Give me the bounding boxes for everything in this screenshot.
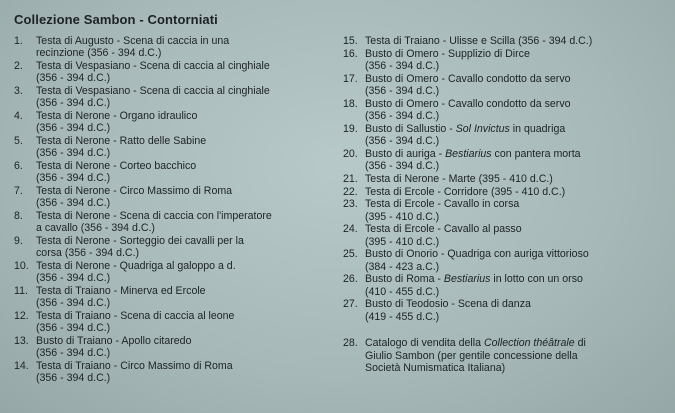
list-item [343, 148, 663, 172]
item-text: Testa di Traiano - Scena di caccia al leone [36, 310, 235, 322]
item-number: 25. [343, 248, 358, 261]
item-number: 17. [343, 72, 358, 85]
item-number: 26. [343, 273, 358, 286]
list-item [343, 186, 663, 198]
item-text: Testa di Nerone - Scena di caccia con l'imperatore [36, 210, 272, 222]
item-text: Testa di Ercole - Corridore (395 - 410 d.C.) [365, 185, 566, 198]
list-item [343, 223, 663, 247]
item-number: 19. [343, 122, 358, 135]
panel-title: Collezione Sambon - Contorniati [14, 12, 218, 27]
list-item [14, 335, 332, 359]
item-text: Testa di Nerone - Ratto delle Sabine [36, 135, 207, 147]
list-item [343, 248, 663, 272]
item-date: (356 - 394 d.C.) [36, 147, 111, 160]
item-text-pre: Busto di auriga - [365, 147, 446, 160]
item-number: 10. [14, 260, 29, 272]
item-text-post: in lotto con un orso [490, 273, 583, 286]
item-date: (356 - 394 d.C.) [365, 110, 440, 122]
item-date: corsa (356 - 394 d.C.) [36, 247, 140, 260]
item-text: Testa di Ercole - Cavallo al passo [365, 223, 522, 236]
item-date: (356 - 394 d.C.) [36, 197, 111, 210]
item-date: (384 - 423 a.C.) [365, 260, 440, 273]
item-text-post: di [574, 337, 586, 350]
right-column [343, 35, 663, 375]
list-item [343, 48, 663, 72]
list-item [14, 360, 332, 384]
item-date: (410 - 455 d.C.) [365, 285, 440, 298]
item-text-italic: Bestiarius [445, 147, 492, 160]
item-number: 22. [343, 185, 358, 198]
item-text-italic: Collection théâtrale [483, 337, 575, 350]
list-item [14, 260, 332, 284]
list-item [343, 98, 663, 122]
item-text: Testa di Traiano - Ulisse e Scilla (356 - 394 d.C.) [365, 35, 593, 47]
item-text: Testa di Traiano - Minerva ed Ercole [36, 285, 206, 297]
item-date: (356 - 394 d.C.) [36, 272, 111, 285]
item-text [365, 123, 663, 135]
item-text: Testa di Nerone - Corteo bacchico [36, 160, 197, 172]
item-text-pre: Busto di Sallustio - [365, 122, 456, 135]
item-number: 23. [343, 198, 358, 211]
item-date: (356 - 394 d.C.) [36, 122, 111, 135]
item-date: (356 - 394 d.C.) [36, 97, 111, 110]
item-text [365, 148, 663, 160]
list-item [14, 135, 332, 159]
item-text-pre: Catalogo di vendita della [365, 337, 484, 350]
item-number: 9. [14, 235, 23, 247]
item-number: 4. [14, 110, 23, 122]
item-text: Testa di Traiano - Circo Massimo di Roma [36, 360, 233, 372]
item-number: 16. [343, 47, 358, 60]
list-item [343, 173, 663, 185]
item-number: 27. [343, 298, 358, 311]
item-date: (356 - 394 d.C.) [36, 347, 111, 360]
item-number: 8. [14, 210, 23, 222]
item-text-italic: Bestiarius [443, 273, 491, 286]
list-item [14, 310, 332, 334]
item-date: (356 - 394 d.C.) [365, 135, 440, 147]
item-date: (395 - 410 d.C.) [365, 210, 440, 223]
item-number: 2. [14, 60, 23, 72]
item-text-line2: Giulio Sambon (per gentile concessione della [365, 349, 578, 362]
list-item [343, 273, 663, 297]
item-text: Busto di Teodosio - Scena di danza [365, 298, 531, 311]
item-number: 7. [14, 185, 23, 197]
item-number: 21. [343, 172, 358, 185]
item-date: a cavallo (356 - 394 d.C.) [36, 222, 155, 235]
item-text-italic: Sol Invictus [455, 122, 510, 135]
list-item [343, 198, 663, 222]
left-column [14, 35, 332, 385]
item-number: 11. [14, 285, 28, 297]
list-item [14, 235, 332, 259]
item-text: Busto di Onorio - Quadriga con auriga vittorioso [365, 248, 589, 261]
item-date: (419 - 455 d.C.) [365, 310, 440, 323]
item-date: (356 - 394 d.C.) [36, 372, 111, 385]
list-item [14, 160, 332, 184]
item-text-line3: Società Numismatica Italiana) [365, 361, 506, 374]
item-date: (356 - 394 d.C.) [365, 160, 440, 172]
item-text: Testa di Augusto - Scena di caccia in una [36, 35, 230, 47]
list-item [14, 110, 332, 134]
item-text: Testa di Nerone - Organo idraulico [36, 110, 198, 122]
item-text: Testa di Nerone - Quadriga al galoppo a d. [36, 260, 236, 272]
list-item [343, 123, 663, 147]
item-date: (356 - 394 d.C.) [365, 85, 440, 97]
list-item [14, 210, 332, 234]
item-number: 20. [343, 147, 358, 160]
list-item [14, 60, 332, 84]
item-text [365, 273, 663, 285]
list-item [343, 73, 663, 97]
item-text: Testa di Ercole - Cavallo in corsa [365, 198, 520, 211]
item-number: 18. [343, 97, 358, 110]
item-text-pre: Busto di Roma - [365, 273, 444, 286]
item-text: Busto di Omero - Supplizio di Dirce [365, 47, 530, 60]
list-item [14, 285, 332, 309]
item-text: Testa di Nerone - Sorteggio dei cavalli per la [36, 235, 244, 247]
item-text-post: con pantera morta [491, 147, 581, 160]
item-text: Busto di Traiano - Apollo citaredo [36, 335, 192, 347]
item-number: 12. [14, 310, 29, 322]
item-text: Testa di Nerone - Marte (395 - 410 d.C.) [365, 172, 553, 185]
list-item [14, 85, 332, 109]
item-text: Testa di Nerone - Circo Massimo di Roma [36, 185, 233, 197]
list-item [343, 337, 663, 374]
list-item [14, 185, 332, 209]
item-text: Testa di Vespasiano - Scena di caccia al cinghiale [36, 85, 270, 97]
item-date: (395 - 410 d.C.) [365, 235, 440, 248]
item-text-post: in quadriga [509, 122, 566, 135]
item-number: 14. [14, 360, 29, 372]
list-item [343, 35, 663, 47]
item-number: 28. [343, 337, 358, 350]
item-date: (356 - 394 d.C.) [36, 172, 111, 185]
spacer [343, 323, 663, 337]
item-text: Busto di Omero - Cavallo condotto da servo [365, 72, 571, 85]
item-date: recinzione (356 - 394 d.C.) [36, 47, 162, 60]
item-text: Testa di Vespasiano - Scena di caccia al cinghiale [36, 60, 270, 72]
item-number: 5. [14, 135, 23, 147]
item-date: (356 - 394 d.C.) [365, 60, 440, 72]
item-number: 3. [14, 85, 23, 97]
item-number: 6. [14, 160, 23, 172]
item-number: 13. [14, 335, 29, 347]
list-item [14, 35, 332, 59]
item-text: Busto di Omero - Cavallo condotto da servo [365, 97, 571, 110]
item-text [365, 337, 663, 349]
item-date: (356 - 394 d.C.) [36, 72, 111, 85]
item-number: 24. [343, 223, 358, 236]
item-date: (356 - 394 d.C.) [36, 322, 111, 335]
item-date: (356 - 394 d.C.) [36, 297, 111, 310]
item-number: 15. [343, 35, 358, 47]
item-number: 1. [14, 35, 23, 47]
list-item [343, 298, 663, 322]
